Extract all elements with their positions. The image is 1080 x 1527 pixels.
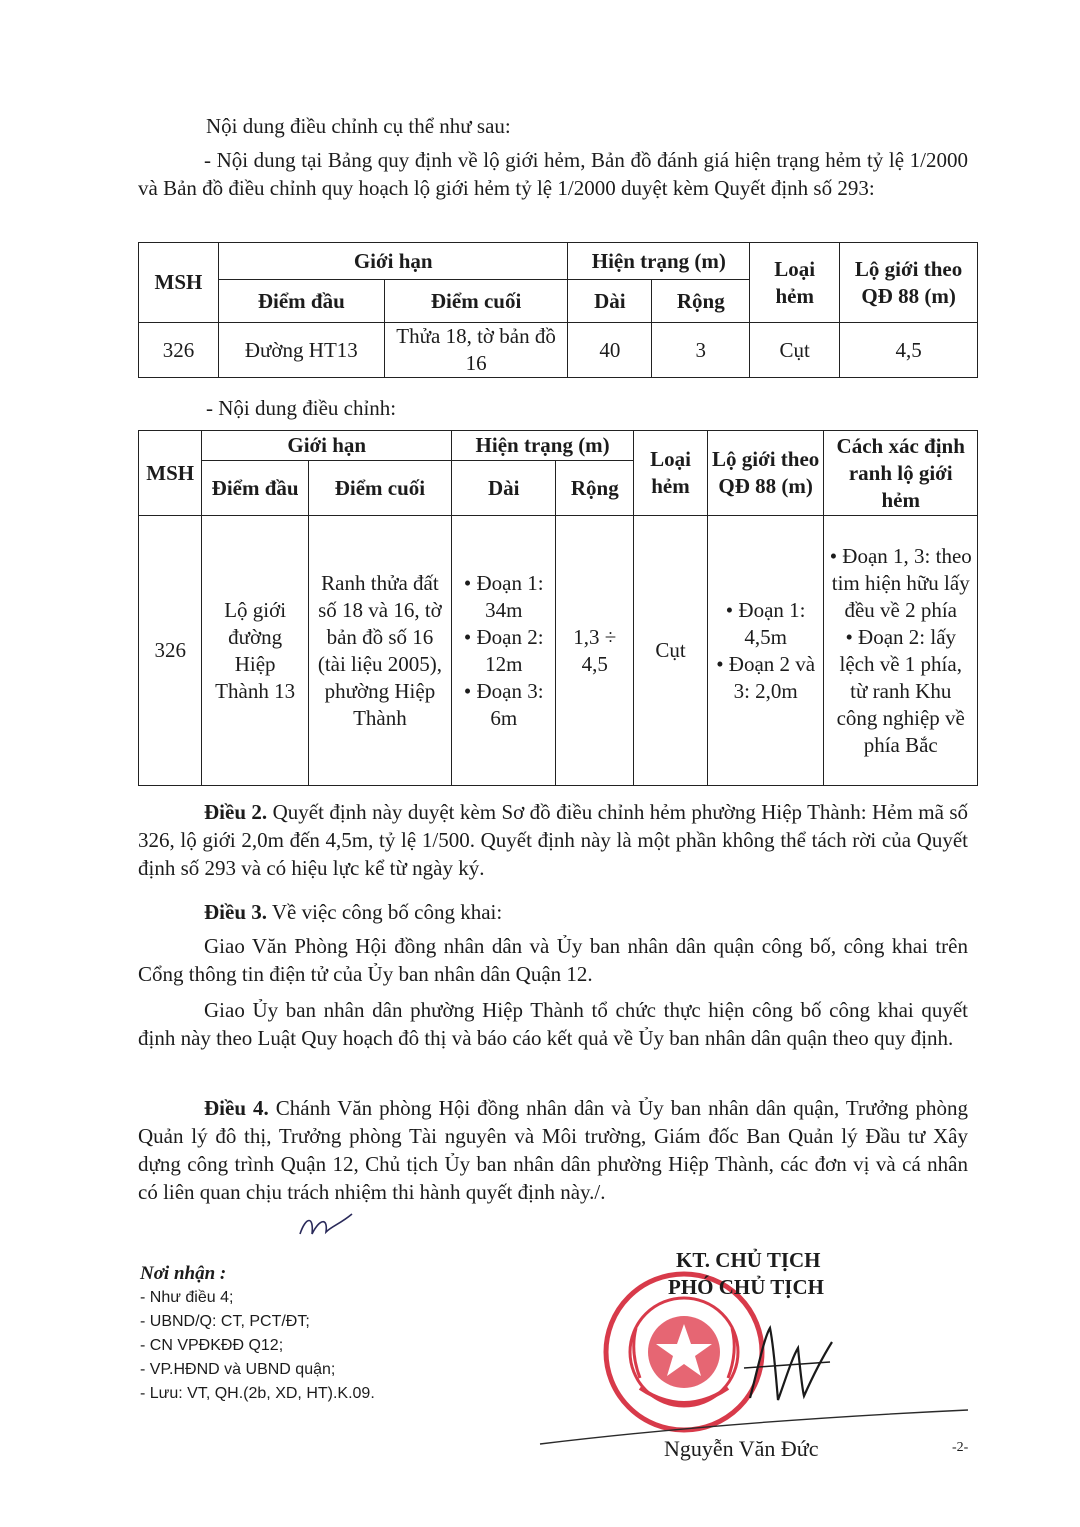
header-hien-trang: Hiện trạng (m) (452, 431, 634, 461)
header-dai: Dài (452, 461, 556, 516)
recipient-item: - VP.HĐND và UBND quận; (140, 1361, 336, 1378)
header-hien-trang: Hiện trạng (m) (568, 243, 750, 280)
header-lo-gioi: Lộ giới theo QĐ 88 (m) (707, 431, 824, 516)
list-item: • Đoạn 1: 34m (456, 570, 551, 624)
table-row (139, 323, 978, 378)
header-gioi-han: Giới hạn (202, 431, 452, 461)
cell-diem-dau: Lộ giới đường Hiệp Thành 13 (202, 516, 308, 786)
recipient-item: - CN VPĐKĐĐ Q12; (140, 1337, 284, 1354)
header-diem-dau: Điểm đầu (202, 461, 308, 516)
signature-title-2: PHÓ CHỦ TỊCH (668, 1275, 824, 1299)
list-item: • Đoạn 1, 3: theo tim hiện hữu lấy đều về 2 phía (828, 543, 973, 624)
list-item: • Đoạn 2: 12m (456, 624, 551, 678)
recipient-item: - Lưu: VT, QH.(2b, XD, HT).K.09. (140, 1385, 375, 1402)
article-4-label: Điều 4. (204, 1096, 269, 1120)
table-adjusted (138, 430, 978, 786)
article-2 (138, 798, 968, 882)
article-3-paragraph-2: Giao Ủy ban nhân dân phường Hiệp Thành tổ chức thực hiện công bố công khai quyết định này theo Luật Quy hoạch đô thị và báo cáo kết quả về Ủy ban nhân dân quận theo quy định. (138, 998, 968, 1050)
cell-msh: 326 (139, 516, 202, 786)
cell-rong: 1,3 ÷ 4,5 (556, 516, 634, 786)
page-number: -2- (952, 1440, 969, 1455)
header-loai-hem: Loại hẻm (634, 431, 708, 516)
article-4 (138, 1094, 968, 1206)
list-item: • Đoạn 1: 4,5m (712, 597, 820, 651)
header-rong: Rộng (652, 280, 750, 323)
cell-cach-xac-dinh (824, 516, 978, 786)
handwritten-signature-icon (720, 1318, 840, 1408)
article-3 (138, 898, 968, 926)
signer-name: Nguyễn Văn Đức (664, 1436, 819, 1461)
cell-msh: 326 (139, 323, 219, 378)
list-item: • Đoạn 2 và 3: 2,0m (712, 651, 820, 705)
cell-dai: 40 (568, 323, 652, 378)
recipient-item: - UBND/Q: CT, PCT/ĐT; (140, 1313, 310, 1330)
article-3-label: Điều 3. (204, 900, 267, 924)
list-item: • Đoạn 3: 6m (456, 678, 551, 732)
cell-dai (452, 516, 556, 786)
recipients-title: Nơi nhận : (140, 1263, 227, 1284)
recipient-item: - Như điều 4; (140, 1289, 234, 1306)
intro-text: Nội dung điều chỉnh cụ thể như sau: (206, 114, 511, 138)
header-diem-cuoi: Điểm cuối (308, 461, 451, 516)
article-4-text: Chánh Văn phòng Hội đồng nhân dân và Ủy ban nhân dân quận, Trưởng phòng Quản lý đô thị, Trưởng phòng Tài nguyên và Môi trường, Giám đốc Ban Quản lý Đầu tư Xây dựng công trình Quận 12, Chủ tịch Ủy ban nhân dân phường Hiệp Thành, các đơn vị và cá nhân có liên quan chịu trách nhiệm thi hành quyết định này./. (138, 1096, 968, 1204)
header-gioi-han: Giới hạn (218, 243, 568, 280)
cell-lo-gioi (707, 516, 824, 786)
cell-diem-dau: Đường HT13 (218, 323, 384, 378)
header-msh: MSH (139, 243, 219, 323)
table-current (138, 242, 978, 378)
article-3-text: Về việc công bố công khai: (267, 900, 503, 924)
header-loai-hem: Loại hẻm (750, 243, 840, 323)
section1-text: - Nội dung tại Bảng quy định về lộ giới hẻm, Bản đồ đánh giá hiện trạng hẻm tỷ lệ 1/2000 và Bản đồ điều chỉnh quy hoạch lộ giới hẻm tỷ lệ 1/2000 duyệt kèm Quyết định số 293: (138, 148, 968, 200)
article-2-label: Điều 2. (204, 800, 268, 824)
signature-title-1: KT. CHỦ TỊCH (676, 1248, 821, 1272)
cell-loai: Cụt (750, 323, 840, 378)
cell-loai: Cụt (634, 516, 708, 786)
initial-mark-icon (296, 1212, 356, 1242)
header-dai: Dài (568, 280, 652, 323)
header-rong: Rộng (556, 461, 634, 516)
section2-text: - Nội dung điều chỉnh: (206, 396, 397, 420)
recipients-block (140, 1262, 375, 1406)
cell-lo-gioi: 4,5 (840, 323, 978, 378)
cell-diem-cuoi: Ranh thửa đất số 18 và 16, tờ bản đồ số 16 (tài liệu 2005), phường Hiệp Thành (308, 516, 451, 786)
article-3-paragraph-1: Giao Văn Phòng Hội đồng nhân dân và Ủy ban nhân dân quận công bố, công khai trên Cổng thông tin điện tử của Ủy ban nhân dân Quận 12. (138, 934, 968, 986)
header-diem-dau: Điểm đầu (218, 280, 384, 323)
header-diem-cuoi: Điểm cuối (384, 280, 568, 323)
header-msh: MSH (139, 431, 202, 516)
header-cach-xac-dinh: Cách xác định ranh lộ giới hẻm (824, 431, 978, 516)
cell-rong: 3 (652, 323, 750, 378)
list-item: • Đoạn 2: lấy lệch về 1 phía, từ ranh Khu công nghiệp về phía Bắc (828, 624, 973, 759)
article-2-text: Quyết định này duyệt kèm Sơ đồ điều chỉnh hẻm phường Hiệp Thành: Hẻm mã số 326, lộ giới 2,0m đến 4,5m, tỷ lệ 1/500. Quyết định này là một phần không thể tách rời của Quyết định số 293 và có hiệu lực kể từ ngày ký. (138, 800, 968, 880)
cell-diem-cuoi: Thửa 18, tờ bản đồ 16 (384, 323, 568, 378)
table-row (139, 516, 978, 786)
header-lo-gioi: Lộ giới theo QĐ 88 (m) (840, 243, 978, 323)
